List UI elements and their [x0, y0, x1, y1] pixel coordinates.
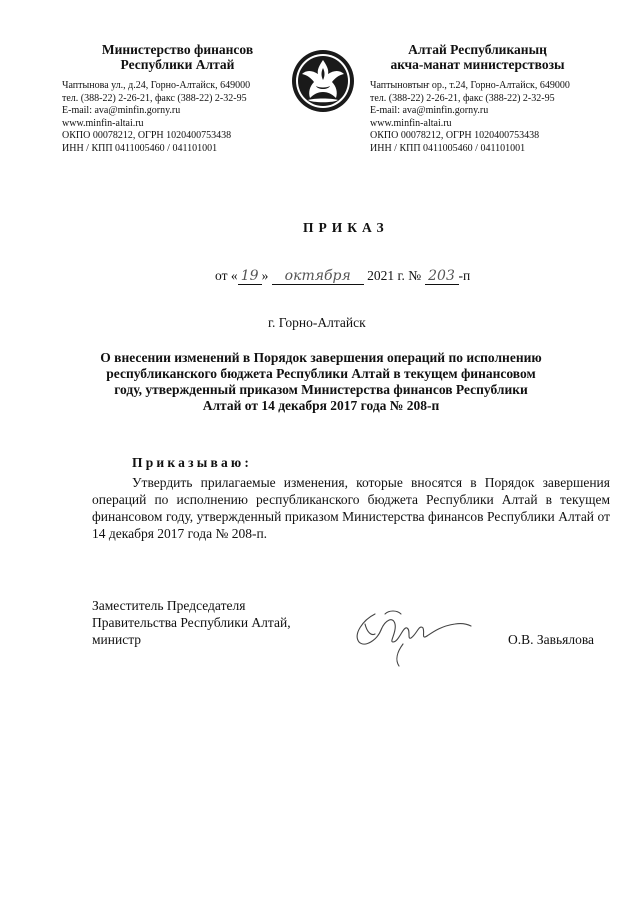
- order-subject: [90, 350, 552, 414]
- email-alt: E-mail: ava@minfin.gorny.ru: [370, 105, 489, 117]
- position-line: Правительства Республики Алтай,: [92, 615, 291, 630]
- date-month: октября: [272, 268, 364, 285]
- signatory-name: О.В. Завьялова: [508, 632, 595, 647]
- position-line: министр: [92, 632, 142, 647]
- altai-republic-emblem-icon: [290, 48, 356, 114]
- date-mid: »: [261, 268, 269, 283]
- website-alt: www.minfin-altai.ru: [370, 117, 452, 129]
- header-right-contacts: [370, 80, 570, 156]
- document-title: ПРИКАЗ: [303, 220, 389, 235]
- signatory-position: [92, 597, 291, 648]
- address-alt: Чаптыновтыҥ ор., т.24, Горно-Алтайск, 649000: [370, 80, 570, 91]
- phone-alt: тел. (388-22) 2-26-21, факс (388-22) 2-32-95: [370, 92, 555, 104]
- okpo-alt: ОКПО 00078212, ОГРН 1020400753438: [370, 130, 540, 142]
- okpo-ru: ОКПО 00078212, ОГРН 1020400753438: [62, 130, 232, 142]
- order-number: 203: [425, 268, 459, 285]
- email-ru: E-mail: ava@minfin.gorny.ru: [62, 105, 181, 117]
- org-name-ru-line2: Республики Алтай: [120, 57, 235, 72]
- order-number-suffix: -п: [458, 268, 471, 283]
- header-right: [365, 42, 590, 72]
- inn-alt: ИНН / КПП 0411005460 / 041101001: [370, 142, 526, 154]
- address-ru: Чаптынова ул., д.24, Горно-Алтайск, 649000: [62, 80, 251, 91]
- inn-ru: ИНН / КПП 0411005460 / 041101001: [62, 142, 218, 154]
- org-name-alt-line1: Алтай Республиканың: [408, 42, 547, 57]
- date-day: 19: [238, 268, 262, 285]
- date-year: 2021 г. №: [367, 268, 422, 283]
- subject-line: республиканского бюджета Республики Алтай в текущем финансовом: [106, 366, 536, 381]
- website-ru: www.minfin-altai.ru: [62, 117, 144, 129]
- org-name-ru-line1: Министерство финансов: [101, 42, 254, 57]
- header-left: [70, 42, 285, 72]
- subject-line: году, утвержденный приказом Министерства финансов Республики: [114, 382, 528, 397]
- header-left-contacts: [62, 80, 250, 156]
- phone-ru: тел. (388-22) 2-26-21, факс (388-22) 2-32-95: [62, 92, 247, 104]
- city: г. Горно-Алтайск: [268, 315, 366, 330]
- date-number-line: [215, 268, 470, 285]
- handwritten-signature-icon: [345, 602, 475, 672]
- subject-line: О внесении изменений в Порядок завершения операций по исполнению: [100, 350, 542, 365]
- order-word: Приказываю:: [132, 455, 253, 470]
- date-prefix: от «: [215, 268, 238, 283]
- order-body: Утвердить прилагаемые изменения, которые вносятся в Порядок завершения операций по исполнению республиканского бюджета Республики Алтай в текущем финансовом году, утвержденный приказом Министерства финансов Республики Алтай от 14 декабря 2017 года № 208-п.: [92, 475, 610, 541]
- subject-line: Алтай от 14 декабря 2017 года № 208-п: [202, 398, 440, 413]
- position-line: Заместитель Председателя: [92, 598, 246, 613]
- org-name-alt-line2: акча-манат министерствозы: [390, 57, 565, 72]
